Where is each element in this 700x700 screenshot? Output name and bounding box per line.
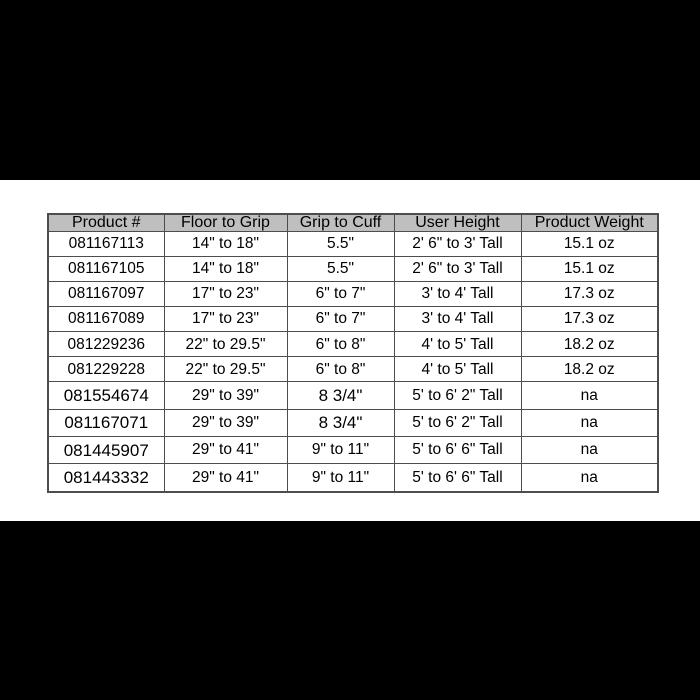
column-header: User Height <box>394 214 521 232</box>
table-cell: 17.3 oz <box>521 307 658 332</box>
table-row <box>48 257 658 282</box>
table-body <box>48 232 658 493</box>
table-cell: 2' 6" to 3' Tall <box>394 232 521 257</box>
column-header: Product # <box>48 214 164 232</box>
table-cell: 5.5" <box>287 257 394 282</box>
table-cell: 6" to 8" <box>287 332 394 357</box>
table-cell: 3' to 4' Tall <box>394 282 521 307</box>
table-row <box>48 332 658 357</box>
table-header <box>48 214 658 232</box>
table-cell: 4' to 5' Tall <box>394 332 521 357</box>
table-cell: 17" to 23" <box>164 307 287 332</box>
table-panel <box>0 180 700 521</box>
table-cell: 5' to 6' 2" Tall <box>394 409 521 436</box>
table-cell: 081445907 <box>48 437 164 464</box>
table-cell: 14" to 18" <box>164 232 287 257</box>
table-row <box>48 232 658 257</box>
table-cell: 2' 6" to 3' Tall <box>394 257 521 282</box>
table-cell: 14" to 18" <box>164 257 287 282</box>
table-cell: 081167113 <box>48 232 164 257</box>
table-cell: 6" to 7" <box>287 307 394 332</box>
table-cell: 5' to 6' 6" Tall <box>394 464 521 492</box>
table-cell: 29" to 41" <box>164 464 287 492</box>
table-cell: 29" to 39" <box>164 382 287 409</box>
table-cell: 081229236 <box>48 332 164 357</box>
table-cell: 15.1 oz <box>521 232 658 257</box>
column-header: Product Weight <box>521 214 658 232</box>
table-cell: 18.2 oz <box>521 357 658 382</box>
table-cell: 22" to 29.5" <box>164 357 287 382</box>
table-cell: 081443332 <box>48 464 164 492</box>
table-row <box>48 307 658 332</box>
table-cell: na <box>521 409 658 436</box>
table-row <box>48 437 658 464</box>
table-cell: 9" to 11" <box>287 464 394 492</box>
table-cell: 081167071 <box>48 409 164 436</box>
table-cell: na <box>521 382 658 409</box>
table-row <box>48 282 658 307</box>
table-row <box>48 382 658 409</box>
product-spec-table <box>47 213 659 493</box>
table-cell: 29" to 41" <box>164 437 287 464</box>
table-cell: 9" to 11" <box>287 437 394 464</box>
table-cell: 29" to 39" <box>164 409 287 436</box>
table-cell: 17.3 oz <box>521 282 658 307</box>
table-cell: na <box>521 464 658 492</box>
table-cell: 6" to 7" <box>287 282 394 307</box>
table-row <box>48 464 658 492</box>
table-cell: 15.1 oz <box>521 257 658 282</box>
table-cell: 081167089 <box>48 307 164 332</box>
table-cell: 081554674 <box>48 382 164 409</box>
table-cell: 6" to 8" <box>287 357 394 382</box>
table-row <box>48 357 658 382</box>
table-cell: 081229228 <box>48 357 164 382</box>
table-cell: 5' to 6' 6" Tall <box>394 437 521 464</box>
top-letterbox <box>0 0 700 180</box>
table-cell: 5.5" <box>287 232 394 257</box>
bottom-letterbox <box>0 521 700 700</box>
column-header: Grip to Cuff <box>287 214 394 232</box>
column-header: Floor to Grip <box>164 214 287 232</box>
table-cell: 081167105 <box>48 257 164 282</box>
table-cell: na <box>521 437 658 464</box>
table-cell: 3' to 4' Tall <box>394 307 521 332</box>
table-row <box>48 409 658 436</box>
table-cell: 22" to 29.5" <box>164 332 287 357</box>
table-cell: 18.2 oz <box>521 332 658 357</box>
header-row <box>48 214 658 232</box>
table-cell: 8 3/4" <box>287 382 394 409</box>
table-cell: 5' to 6' 2" Tall <box>394 382 521 409</box>
table-cell: 8 3/4" <box>287 409 394 436</box>
table-cell: 17" to 23" <box>164 282 287 307</box>
table-cell: 4' to 5' Tall <box>394 357 521 382</box>
table-cell: 081167097 <box>48 282 164 307</box>
